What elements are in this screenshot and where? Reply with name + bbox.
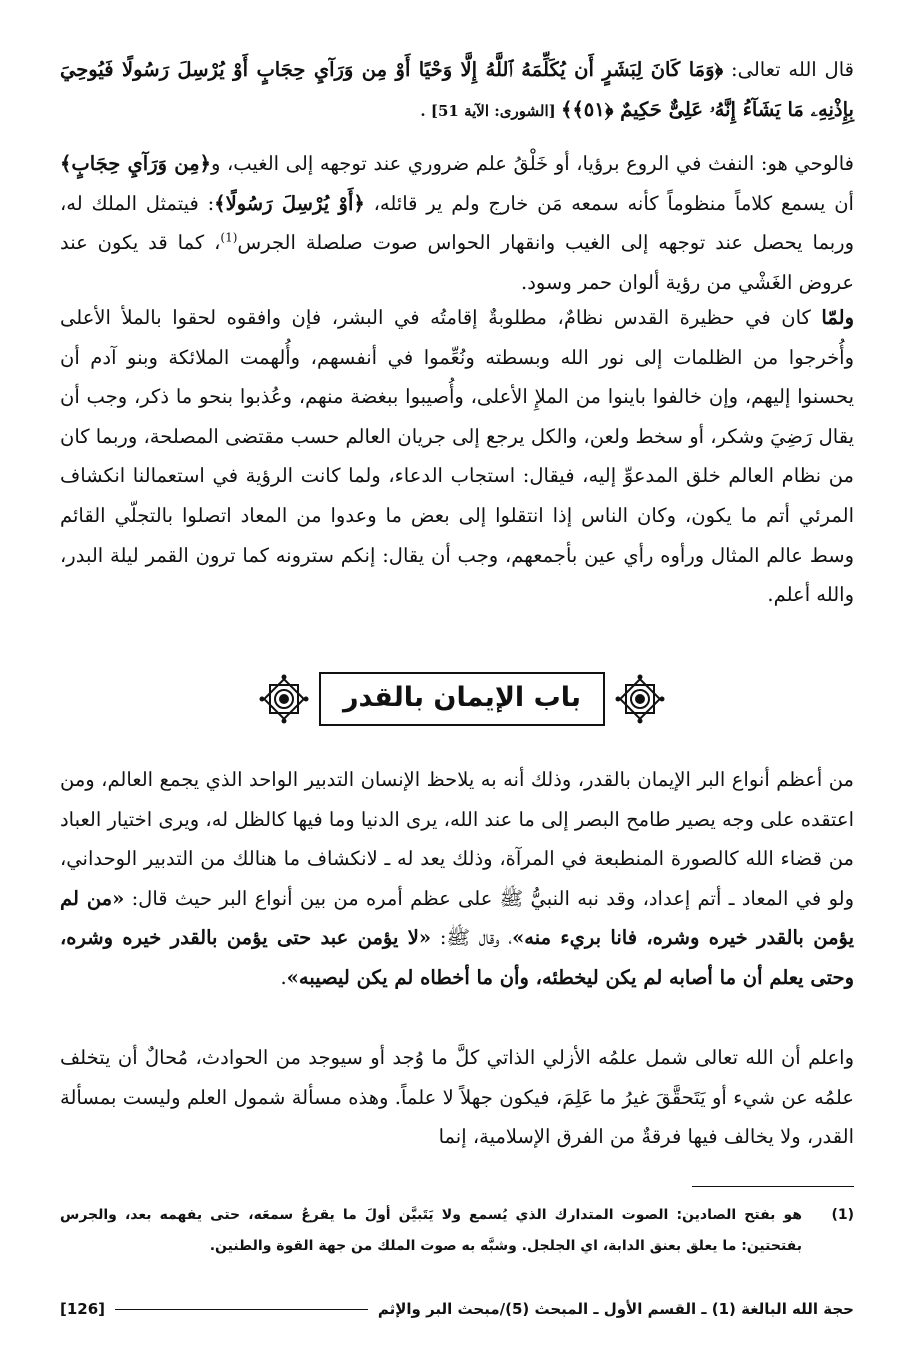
footnote-divider [692, 1186, 854, 1187]
section-title: باب الإيمان بالقدر [319, 672, 605, 726]
paragraph-order [60, 298, 854, 615]
text-span: ، وقال ﷺ: [431, 926, 513, 950]
paragraph-qadar [60, 760, 854, 998]
lead-word: ولمّا [821, 306, 854, 329]
section-heading [0, 668, 924, 730]
paragraph-knowledge: واعلم أن الله تعالى شمل علمُه الأزلي الذاتي كلَّ ما وُجد أو سيوجد من الحوادث، مُحالٌ أن يتخلف علمُه عن شيء أو يَتَحقَّقَ غيرُ ما عَلِمَ، فيكون جهلاً لا علماً. وهذه مسألة شمول العلم وليست بمسألة القدر، ولا يخالف فيها فرقةٌ من الفرق الإسلامية، إنما [60, 1046, 854, 1149]
text-span: : فيتمثل الملك له، وربما يحصل عند توجهه إلى الغيب وانقهار الحواس صوت صلصلة الجرس [60, 191, 854, 255]
page-number: [126] [60, 1300, 106, 1318]
text-span: من أعظم أنواع البر الإيمان بالقدر، وذلك أنه به يلاحظ الإنسان التدبير الواحد الذي يجمع العالم، ومن اعتقده على وجه يصير طامح البصر إلى ما عند الله، يرى الدنيا وما فيها كالظل له، ويرى اختيار العباد من قضاء الله كالصورة المنطبعة في المرآة، وذلك يعد له ـ لانكشاف ما هنالك من التدبير الوحداني، ولو في المعاد ـ أتم إعداد، وقد نبه النبيُّ ﷺ على عظم أمره من بين أنواع البر حيث قال: [60, 768, 854, 910]
page-footer [60, 1294, 854, 1324]
running-title: حجة الله البالغة (1) ـ القسم الأول ـ المبحث (5)/مبحث البر والإثم [377, 1300, 854, 1318]
quran-quote: ﴿مِن وَرَآيِ حِجَابٍ﴾ [60, 152, 211, 175]
footnote-text: هو بفتح الصادين: الصوت المتدارك الذي يُسمع ولا يَتَبيَّن أولَ ما يقرعُ سمعَه، حتى يفهمه بعد، والجرس بفتحتين: ما يعلق بعنق الدابة، اي الجلجل. وشبَّه به صوت الملك من جهة القوة والطنين. [60, 1207, 802, 1254]
star-ornament-icon [259, 674, 309, 724]
paragraph-quran-intro [60, 50, 854, 131]
quran-verse: ﴿وَمَا كَانَ لِبَشَرٍ أَن يُكَلِّمَهُ ٱللَّهُ إِلَّا وَحْيًا أَوْ مِن وَرَآيِ حِجَابٍ أَوْ يُرْسِلَ رَسُولًا فَيُوحِيَ بِإِذْنِهِۦ مَا يَشَآءُ إِنَّهُۥ عَلِىٌّ حَكِيمٌ ﴿٥١﴾﴾ [60, 58, 854, 121]
footnote-reference[interactable]: (1) [220, 230, 238, 245]
footer-divider [115, 1309, 368, 1310]
text-span: فالوحي هو: النفث في الروع برؤيا، أو خَلْقُ علم ضروري عند توجهه إلى الغيب، و [210, 152, 854, 175]
hadith-quote: «من لم يؤمن بالقدر خيره وشره، فانا بريء منه» [60, 886, 855, 950]
footnote-number: (1) [831, 1207, 854, 1223]
text-span: . [280, 965, 287, 989]
text-span: ، كما قد يكون عند عروض الغَشْي من رؤية ألوان حمر وسود. [60, 231, 854, 294]
paragraph-revelation [60, 144, 854, 302]
text-span: كان في حظيرة القدس نظامٌ، مطلوبةٌ إقامتُه في البشر، فإن وافقوه لحقوا بالملأ الأعلى وأُخرجوا من الظلمات إلى نور الله وبسطته ونُعِّموا في أنفسهم، وأُلهمت الملائكة وبنو آدم أن يحسنوا إليهم، وإن خالفوا باينوا من الملإِ الأعلى، وأُصيبوا ببغضة منهم، وعُذبوا بنحو ما ذكر، وجب أن يقال رَضِيَ وشكر، أو سخط ولعن، والكل يرجع إلى جريان العالم حسب مقتضى المصلحة، وربما كان من نظام العالم خلق المدعوِّ إليه، فيقال: استجاب الدعاء، ولما كانت الرؤية في استعمالنا انكشاف المرئي أتم ما يكون، وكان الناس إذا انتقلوا إلى بعض ما وعدوا من المعاد اتصلوا بالتجلّي القائم وسط عالم المثال ورأوه رأي عين بأجمعهم، وجب أن يقال: إنكم سترونه كما ترون القمر ليلة البدر، والله أعلم. [60, 306, 854, 607]
text-span: أن يسمع كلاماً منظوماً كأنه سمعه مَن خارج ولم ير قائله، [364, 191, 854, 215]
star-ornament-icon [615, 674, 665, 724]
hadith-quote: «لا يؤمن عبد حتى يؤمن بالقدر خيره وشره، وحتى يعلم أن ما أصابه لم يكن ليخطئه، وأن ما أخطاه لم يكن ليصيبه» [60, 926, 854, 989]
intro-text: قال الله تعالى: [723, 58, 854, 81]
quran-quote: ﴿أَوْ يُرْسِلَ رَسُولًا﴾ [214, 191, 365, 215]
verse-reference: [الشورى: الآية 51] . [420, 101, 561, 120]
